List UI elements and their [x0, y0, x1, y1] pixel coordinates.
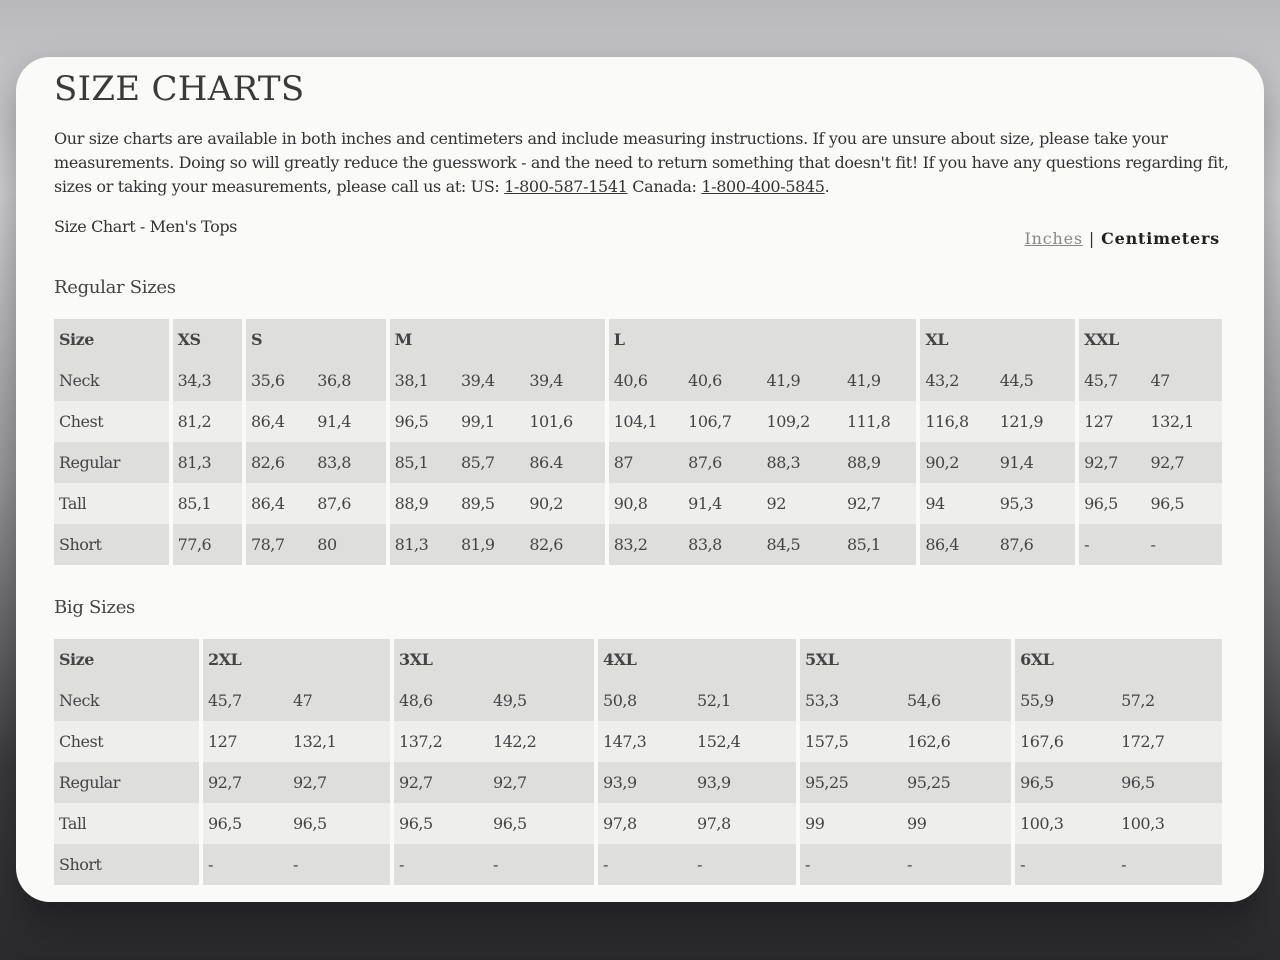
measurement-cell: 43,2: [916, 360, 994, 401]
table-row: [54, 524, 1222, 565]
table-row: [54, 401, 1222, 442]
size-group-header: XS: [169, 319, 242, 360]
measurement-cell: -: [594, 844, 692, 885]
measurement-cell: 38,1: [386, 360, 456, 401]
canada-label: Canada:: [627, 177, 702, 196]
measurement-cell: 97,8: [594, 803, 692, 844]
measurement-cell: 90,2: [524, 483, 604, 524]
measurement-cell: -: [390, 844, 488, 885]
measurement-cell: 87,6: [683, 442, 761, 483]
size-group-header: 4XL: [594, 639, 796, 680]
measurement-cell: 109,2: [762, 401, 842, 442]
measurement-cell: 101,6: [524, 401, 604, 442]
measurement-cell: 142,2: [488, 721, 594, 762]
header-row: [54, 639, 1222, 680]
measurement-cell: 121,9: [995, 401, 1075, 442]
measurement-cell: 41,9: [762, 360, 842, 401]
measurement-cell: 172,7: [1116, 721, 1222, 762]
measurement-cell: -: [488, 844, 594, 885]
measurement-cell: 39,4: [524, 360, 604, 401]
measurement-cell: 81,2: [169, 401, 242, 442]
measurement-cell: 95,25: [902, 762, 1011, 803]
size-header-label: Size: [54, 319, 169, 360]
table-row: [54, 680, 1222, 721]
header-row: [54, 319, 1222, 360]
measurement-cell: 87,6: [312, 483, 385, 524]
measurement-cell: 96,5: [390, 803, 488, 844]
table-row: [54, 442, 1222, 483]
unit-toggle: [1024, 229, 1220, 248]
measurement-cell: -: [1145, 524, 1222, 565]
measurement-cell: 127: [199, 721, 288, 762]
row-label: Chest: [54, 721, 199, 762]
measurement-cell: 40,6: [605, 360, 683, 401]
measurement-cell: 39,4: [456, 360, 524, 401]
measurement-cell: 99: [796, 803, 902, 844]
measurement-cell: 104,1: [605, 401, 683, 442]
measurement-cell: -: [1116, 844, 1222, 885]
unit-separator: |: [1088, 229, 1096, 248]
regular-sizes-table: [54, 319, 1222, 565]
size-header-label: Size: [54, 639, 199, 680]
canada-phone-link[interactable]: 1-800-400-5845: [701, 177, 825, 196]
measurement-cell: 95,3: [995, 483, 1075, 524]
size-group-header: XXL: [1075, 319, 1222, 360]
measurement-cell: 100,3: [1011, 803, 1116, 844]
measurement-cell: 96,5: [1145, 483, 1222, 524]
measurement-cell: 85,7: [456, 442, 524, 483]
big-sizes-table: [54, 639, 1222, 885]
measurement-cell: 88,9: [842, 442, 916, 483]
row-label: Short: [54, 524, 169, 565]
measurement-cell: 54,6: [902, 680, 1011, 721]
measurement-cell: 92,7: [390, 762, 488, 803]
inches-toggle-link[interactable]: Inches: [1024, 229, 1083, 248]
measurement-cell: 85,1: [842, 524, 916, 565]
measurement-cell: -: [1011, 844, 1116, 885]
measurement-cell: 162,6: [902, 721, 1011, 762]
measurement-cell: 35,6: [242, 360, 312, 401]
intro-text: Our size charts are available in both inches and centimeters and include measuring instructions. If you are unsure about size, please take your measurements. Doing so will greatly reduce the guesswork - and the need to return something that doesn't fit! If you have any questions regarding fit, sizes or taking your measurements, please call us at: US:: [54, 129, 1229, 196]
measurement-cell: 44,5: [995, 360, 1075, 401]
big-sizes-title: Big Sizes: [54, 597, 135, 618]
measurement-cell: 132,1: [288, 721, 390, 762]
measurement-cell: 152,4: [692, 721, 796, 762]
row-label: Neck: [54, 360, 169, 401]
row-label: Neck: [54, 680, 199, 721]
centimeters-toggle[interactable]: Centimeters: [1101, 229, 1220, 248]
intro-end: .: [824, 177, 830, 196]
measurement-cell: 81,3: [169, 442, 242, 483]
measurement-cell: 47: [1145, 360, 1222, 401]
size-group-header: 3XL: [390, 639, 594, 680]
measurement-cell: 137,2: [390, 721, 488, 762]
size-group-header: L: [605, 319, 917, 360]
measurement-cell: 157,5: [796, 721, 902, 762]
measurement-cell: -: [796, 844, 902, 885]
measurement-cell: 90,8: [605, 483, 683, 524]
table-row: [54, 360, 1222, 401]
measurement-cell: 92,7: [1075, 442, 1145, 483]
measurement-cell: 78,7: [242, 524, 312, 565]
measurement-cell: 81,9: [456, 524, 524, 565]
table-row: [54, 483, 1222, 524]
measurement-cell: 85,1: [169, 483, 242, 524]
measurement-cell: 82,6: [524, 524, 604, 565]
measurement-cell: 93,9: [692, 762, 796, 803]
measurement-cell: 84,5: [762, 524, 842, 565]
size-group-header: S: [242, 319, 386, 360]
measurement-cell: 85,1: [386, 442, 456, 483]
table-row: [54, 803, 1222, 844]
measurement-cell: 83,8: [683, 524, 761, 565]
table-row: [54, 762, 1222, 803]
measurement-cell: 167,6: [1011, 721, 1116, 762]
us-phone-link[interactable]: 1-800-587-1541: [504, 177, 628, 196]
intro-paragraph: [54, 127, 1234, 199]
measurement-cell: 50,8: [594, 680, 692, 721]
measurement-cell: 91,4: [995, 442, 1075, 483]
measurement-cell: 100,3: [1116, 803, 1222, 844]
measurement-cell: 96,5: [288, 803, 390, 844]
measurement-cell: 83,2: [605, 524, 683, 565]
table-row: [54, 721, 1222, 762]
measurement-cell: 49,5: [488, 680, 594, 721]
measurement-cell: -: [692, 844, 796, 885]
size-group-header: 6XL: [1011, 639, 1222, 680]
measurement-cell: 82,6: [242, 442, 312, 483]
measurement-cell: 92,7: [488, 762, 594, 803]
size-group-header: M: [386, 319, 605, 360]
measurement-cell: 96,5: [199, 803, 288, 844]
row-label: Regular: [54, 762, 199, 803]
page-title: SIZE CHARTS: [54, 69, 305, 109]
measurement-cell: 92,7: [842, 483, 916, 524]
measurement-cell: 99,1: [456, 401, 524, 442]
measurement-cell: 116,8: [916, 401, 994, 442]
measurement-cell: 34,3: [169, 360, 242, 401]
measurement-cell: 41,9: [842, 360, 916, 401]
measurement-cell: 86,4: [916, 524, 994, 565]
measurement-cell: 83,8: [312, 442, 385, 483]
measurement-cell: 48,6: [390, 680, 488, 721]
measurement-cell: 92,7: [199, 762, 288, 803]
row-label: Regular: [54, 442, 169, 483]
row-label: Chest: [54, 401, 169, 442]
measurement-cell: 94: [916, 483, 994, 524]
measurement-cell: 127: [1075, 401, 1145, 442]
measurement-cell: 88,9: [386, 483, 456, 524]
measurement-cell: 87,6: [995, 524, 1075, 565]
row-label: Tall: [54, 483, 169, 524]
measurement-cell: 132,1: [1145, 401, 1222, 442]
measurement-cell: 86.4: [524, 442, 604, 483]
measurement-cell: 92,7: [1145, 442, 1222, 483]
measurement-cell: 96,5: [386, 401, 456, 442]
size-group-header: 5XL: [796, 639, 1011, 680]
measurement-cell: 97,8: [692, 803, 796, 844]
measurement-cell: 52,1: [692, 680, 796, 721]
measurement-cell: -: [902, 844, 1011, 885]
size-group-header: XL: [916, 319, 1075, 360]
size-chart-card: [16, 57, 1264, 902]
size-group-header: 2XL: [199, 639, 390, 680]
measurement-cell: 90,2: [916, 442, 994, 483]
measurement-cell: 55,9: [1011, 680, 1116, 721]
measurement-cell: 93,9: [594, 762, 692, 803]
row-label: Tall: [54, 803, 199, 844]
measurement-cell: 47: [288, 680, 390, 721]
measurement-cell: 92,7: [288, 762, 390, 803]
measurement-cell: 80: [312, 524, 385, 565]
regular-sizes-title: Regular Sizes: [54, 277, 176, 298]
measurement-cell: 45,7: [1075, 360, 1145, 401]
measurement-cell: 147,3: [594, 721, 692, 762]
chart-label: Size Chart - Men's Tops: [54, 217, 237, 236]
measurement-cell: -: [199, 844, 288, 885]
measurement-cell: 88,3: [762, 442, 842, 483]
measurement-cell: 92: [762, 483, 842, 524]
measurement-cell: 87: [605, 442, 683, 483]
measurement-cell: 91,4: [312, 401, 385, 442]
measurement-cell: 96,5: [1075, 483, 1145, 524]
measurement-cell: 99: [902, 803, 1011, 844]
measurement-cell: 40,6: [683, 360, 761, 401]
measurement-cell: 45,7: [199, 680, 288, 721]
measurement-cell: 91,4: [683, 483, 761, 524]
row-label: Short: [54, 844, 199, 885]
measurement-cell: 57,2: [1116, 680, 1222, 721]
measurement-cell: 89,5: [456, 483, 524, 524]
measurement-cell: 36,8: [312, 360, 385, 401]
measurement-cell: 53,3: [796, 680, 902, 721]
measurement-cell: 96,5: [1011, 762, 1116, 803]
table-row: [54, 844, 1222, 885]
measurement-cell: 96,5: [1116, 762, 1222, 803]
measurement-cell: -: [288, 844, 390, 885]
measurement-cell: 86,4: [242, 401, 312, 442]
measurement-cell: 106,7: [683, 401, 761, 442]
measurement-cell: 81,3: [386, 524, 456, 565]
measurement-cell: -: [1075, 524, 1145, 565]
measurement-cell: 86,4: [242, 483, 312, 524]
measurement-cell: 96,5: [488, 803, 594, 844]
measurement-cell: 111,8: [842, 401, 916, 442]
measurement-cell: 95,25: [796, 762, 902, 803]
measurement-cell: 77,6: [169, 524, 242, 565]
